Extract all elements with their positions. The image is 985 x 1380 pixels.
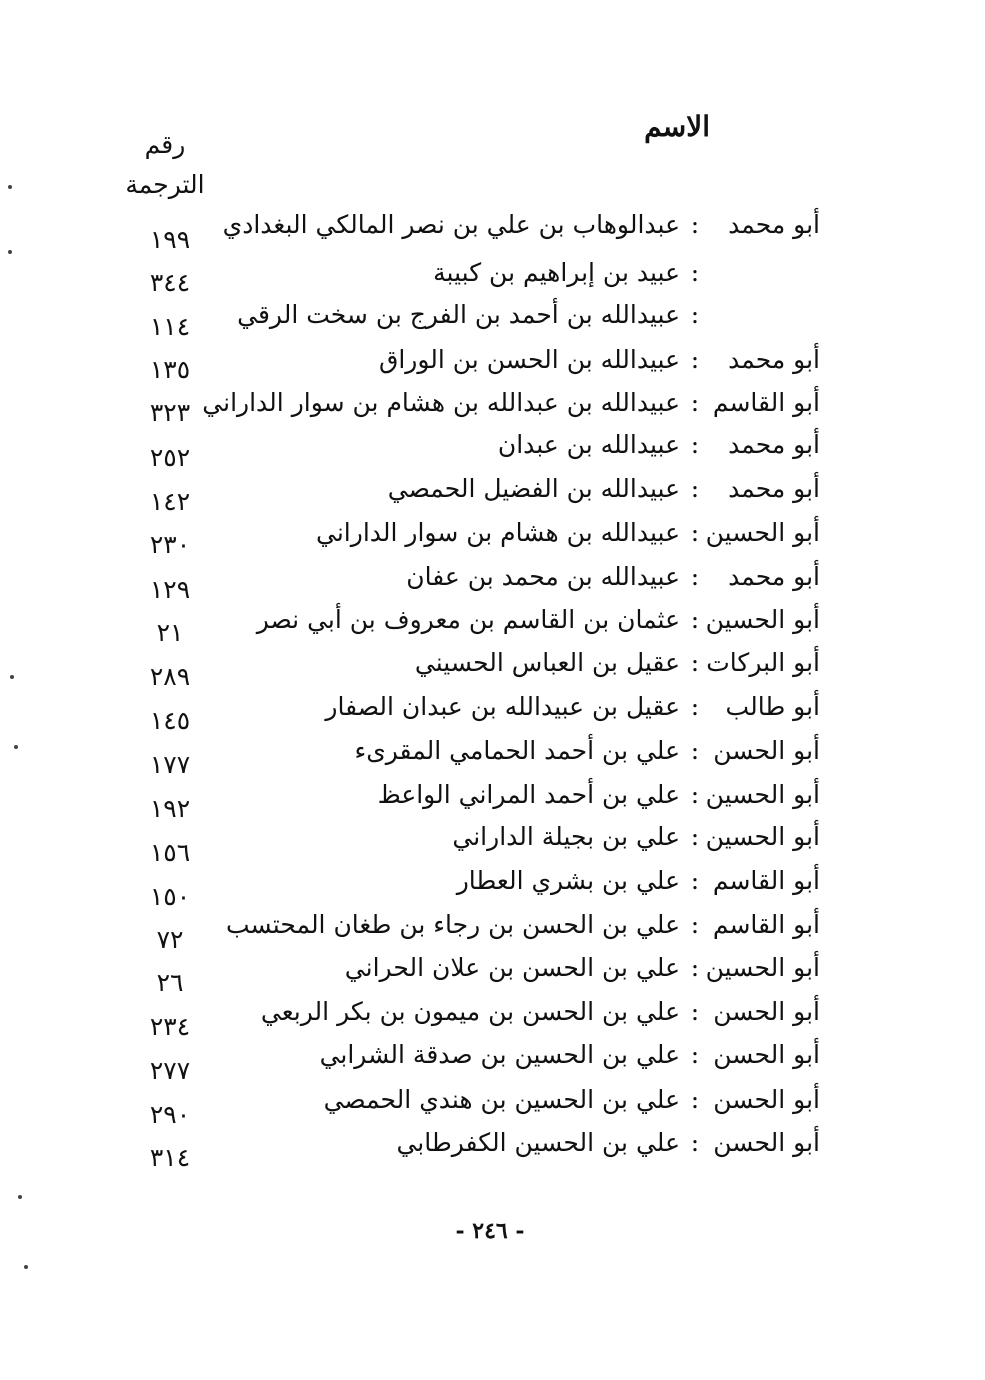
entry-kunya: أبو الحسين xyxy=(705,780,820,809)
entry-separator: : xyxy=(690,345,700,374)
entry-kunya: أبو الحسن xyxy=(713,1085,820,1114)
entry-biography-number: ٢٨٩ xyxy=(149,662,191,691)
scan-speck xyxy=(14,745,18,749)
scan-speck xyxy=(8,250,12,254)
entry-name: عبيدالله بن عبدان xyxy=(497,430,680,459)
entry-separator: : xyxy=(690,866,700,895)
entry-kunya: أبو الحسين xyxy=(705,822,820,851)
entry-name: علي بن الحسين بن صدقة الشرابي xyxy=(319,1040,680,1069)
entry-kunya: أبو محمد xyxy=(728,562,820,591)
entry-kunya: أبو البركات xyxy=(706,648,820,677)
entry-separator: : xyxy=(690,910,700,939)
entry-separator: : xyxy=(690,388,700,417)
entry-name: عبيدالله بن أحمد بن الفرج بن سخت الرقي xyxy=(237,300,680,329)
entry-name: عقيل بن العباس الحسيني xyxy=(414,648,680,677)
entry-separator: : xyxy=(690,736,700,765)
entry-kunya: أبو القاسم xyxy=(712,866,820,895)
entry-biography-number: ٢٣٤ xyxy=(149,1012,191,1041)
entry-biography-number: ٢٦ xyxy=(156,968,184,997)
entry-name: علي بن بجيلة الداراني xyxy=(452,822,680,851)
entry-name: عبيد بن إبراهيم بن كبيبة xyxy=(433,258,680,287)
entry-biography-number: ٢٩٠ xyxy=(149,1100,191,1129)
entry-kunya: أبو القاسم xyxy=(712,910,820,939)
entry-name: علي بن الحسين الكفرطابي xyxy=(396,1128,680,1157)
entry-name: علي بن بشري العطار xyxy=(456,866,680,895)
entry-separator: : xyxy=(690,1040,700,1069)
entry-separator: : xyxy=(690,474,700,503)
entry-kunya: أبو الحسين xyxy=(705,953,820,982)
entry-biography-number: ٣٤٤ xyxy=(149,268,191,297)
number-column-header-line1: رقم xyxy=(144,130,186,159)
entry-biography-number: ١٤٢ xyxy=(149,487,191,516)
entry-separator: : xyxy=(690,258,700,287)
entry-separator: : xyxy=(690,1128,700,1157)
entry-separator: : xyxy=(690,562,700,591)
entry-kunya: أبو طالب xyxy=(725,692,820,721)
entry-name: عبيدالله بن هشام بن سوار الداراني xyxy=(316,518,680,547)
name-column-header: الاسم xyxy=(644,110,710,143)
entry-biography-number: ٣١٤ xyxy=(149,1143,191,1172)
scan-speck xyxy=(24,1265,28,1269)
entry-biography-number: ١٧٧ xyxy=(149,750,191,779)
entry-separator: : xyxy=(690,518,700,547)
entry-name: عبيدالله بن الفضيل الحمصي xyxy=(387,474,680,503)
entry-biography-number: ١١٤ xyxy=(149,312,191,341)
entry-name: علي بن الحسن بن رجاء بن طغان المحتسب xyxy=(225,910,680,939)
entry-name: علي بن الحسين بن هندي الحمصي xyxy=(323,1085,680,1114)
scan-speck xyxy=(18,1195,22,1199)
entry-kunya: أبو محمد xyxy=(728,210,820,239)
entry-separator: : xyxy=(690,300,700,329)
scan-speck xyxy=(10,675,14,679)
entry-name: علي بن أحمد المراني الواعظ xyxy=(377,780,680,809)
entry-name: عقيل بن عبيدالله بن عبدان الصفار xyxy=(325,692,680,721)
entry-separator: : xyxy=(690,430,700,459)
entry-biography-number: ٢١ xyxy=(156,618,184,647)
entry-name: علي بن أحمد الحمامي المقرىء xyxy=(354,736,680,765)
entry-separator: : xyxy=(690,605,700,634)
entry-separator: : xyxy=(690,780,700,809)
entry-kunya: أبو الحسن xyxy=(713,997,820,1026)
entry-kunya: أبو الحسن xyxy=(713,1040,820,1069)
scan-speck xyxy=(8,185,12,189)
entry-biography-number: ١٥٠ xyxy=(149,882,191,911)
entry-separator: : xyxy=(690,648,700,677)
entry-biography-number: ١٤٥ xyxy=(149,706,191,735)
entry-kunya: أبو الحسين xyxy=(705,605,820,634)
entry-biography-number: ٢٥٢ xyxy=(149,443,191,472)
entry-separator: : xyxy=(690,1085,700,1114)
entry-biography-number: ٧٢ xyxy=(156,925,184,954)
entry-biography-number: ٣٢٣ xyxy=(149,398,191,427)
entry-kunya: أبو الحسن xyxy=(713,1128,820,1157)
entry-name: علي بن الحسن بن علان الحراني xyxy=(344,953,680,982)
entry-separator: : xyxy=(690,692,700,721)
page-number: - ٢٤٦ - xyxy=(455,1218,525,1244)
entry-separator: : xyxy=(690,210,700,239)
entry-separator: : xyxy=(690,822,700,851)
entry-biography-number: ٢٧٧ xyxy=(149,1056,191,1085)
entry-kunya: أبو محمد xyxy=(728,345,820,374)
entry-kunya: أبو محمد xyxy=(728,430,820,459)
entry-kunya: أبو القاسم xyxy=(712,388,820,417)
entry-biography-number: ١٥٦ xyxy=(149,838,191,867)
entry-name: علي بن الحسن بن ميمون بن بكر الربعي xyxy=(260,997,680,1026)
entry-name: عبدالوهاب بن علي بن نصر المالكي البغدادي xyxy=(222,210,680,239)
entry-biography-number: ١٩٢ xyxy=(149,794,191,823)
number-column-header-line2: الترجمة xyxy=(125,170,205,199)
entry-name: عبيدالله بن عبدالله بن هشام بن سوار الداراني xyxy=(202,388,680,417)
entry-separator: : xyxy=(690,997,700,1026)
entry-biography-number: ١٢٩ xyxy=(149,575,191,604)
entry-name: عبيدالله بن محمد بن عفان xyxy=(406,562,680,591)
entry-biography-number: ١٩٩ xyxy=(149,225,191,254)
entry-kunya: أبو الحسن xyxy=(713,736,820,765)
entry-name: عثمان بن القاسم بن معروف بن أبي نصر xyxy=(256,605,680,634)
entry-kunya: أبو محمد xyxy=(728,474,820,503)
entry-biography-number: ١٣٥ xyxy=(149,355,191,384)
entry-kunya: أبو الحسين xyxy=(705,518,820,547)
entry-name: عبيدالله بن الحسن بن الوراق xyxy=(378,345,680,374)
entry-biography-number: ٢٣٠ xyxy=(149,530,191,559)
entry-separator: : xyxy=(690,953,700,982)
